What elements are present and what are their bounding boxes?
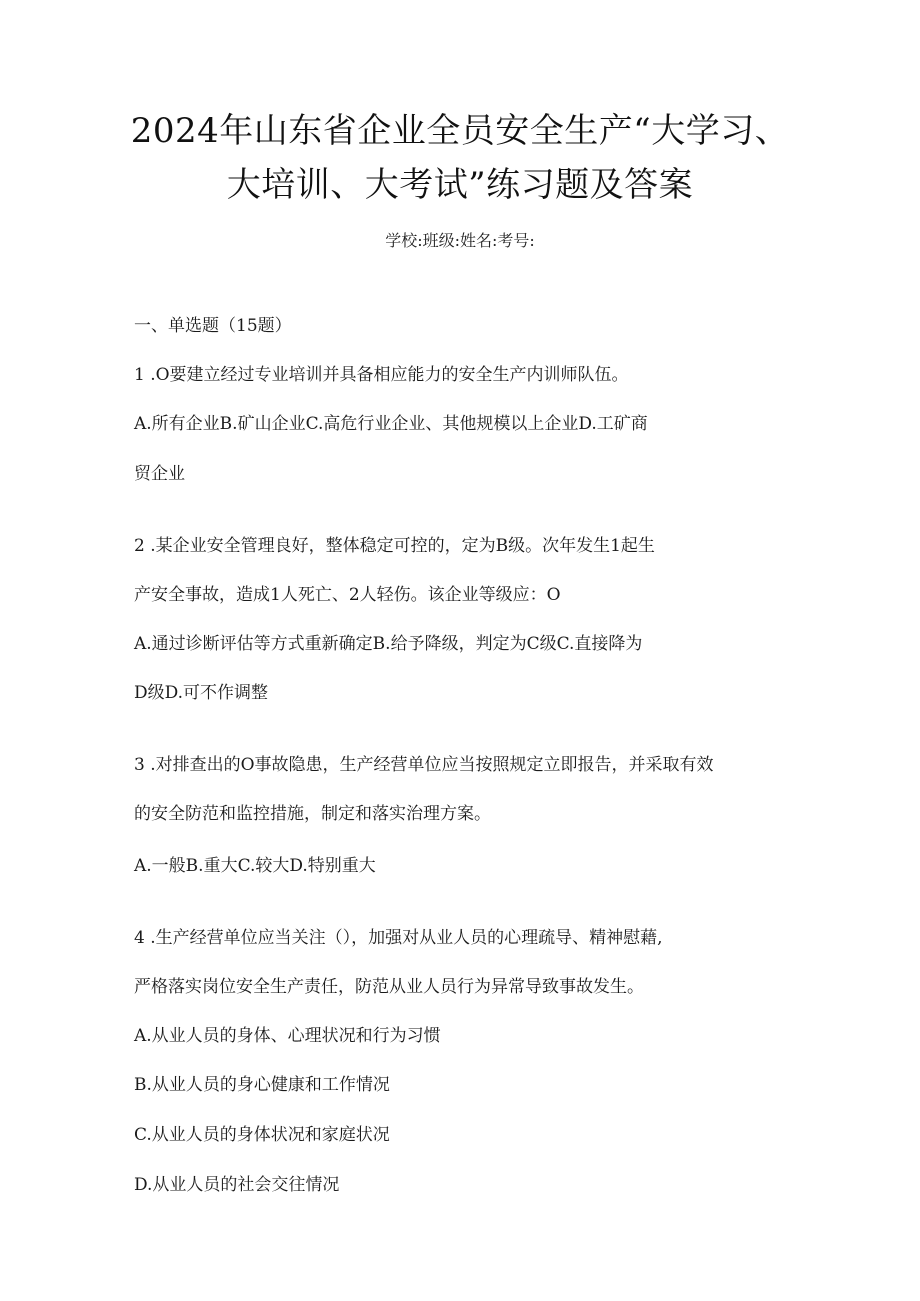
section-heading: 一、单选题（15题） [134,316,292,336]
question-1-stem: 1 .O要建立经过专业培训并具备相应能力的安全生产内训师队伍。 [134,365,629,385]
question-4-stem: 4 .生产经营单位应当关注（），加强对从业人员的心理疏导、精神慰藉, [134,928,663,948]
question-3-stem: 3 .对排查出的O事故隐患，生产经营单位应当按照规定立即报告，并采取有效 [134,755,714,775]
question-2-options-cont: D级D.可不作调整 [134,683,269,703]
question-2-stem: 2 .某企业安全管理良好，整体稳定可控的，定为B级。次年发生1起生 [134,536,655,556]
question-1-options-cont: 贸企业 [134,464,185,484]
question-2-stem-cont: 产安全事故，造成1人死亡、2人轻伤。该企业等级应：O [134,585,561,605]
question-4-option-c: C.从业人员的身体状况和家庭状况 [134,1125,390,1145]
question-3-options: A.一般B.重大C.较大D.特别重大 [134,856,376,876]
document-title-line-2: 大培训、大考试”练习题及答案 [226,165,694,205]
student-info-line: 学校:班级:姓名:考号: [385,231,535,250]
question-2-options: A.通过诊断评估等方式重新确定B.给予降级，判定为C级C.直接降为 [134,634,643,654]
question-1-options: A.所有企业B.矿山企业C.高危行业企业、其他规模以上企业D.工矿商 [134,414,648,434]
question-3-stem-cont: 的安全防范和监控措施，制定和落实治理方案。 [134,804,491,824]
question-4-option-d: D.从业人员的社会交往情况 [134,1175,340,1195]
question-4-stem-cont: 严格落实岗位安全生产责任，防范从业人员行为异常导致事故发生。 [134,977,644,997]
document-title-line-1: 2024年山东省企业全员安全生产“大学习、 [130,111,790,151]
question-4-option-b: B.从业人员的身心健康和工作情况 [134,1075,390,1095]
question-4-option-a: A.从业人员的身体、心理状况和行为习惯 [134,1026,441,1046]
